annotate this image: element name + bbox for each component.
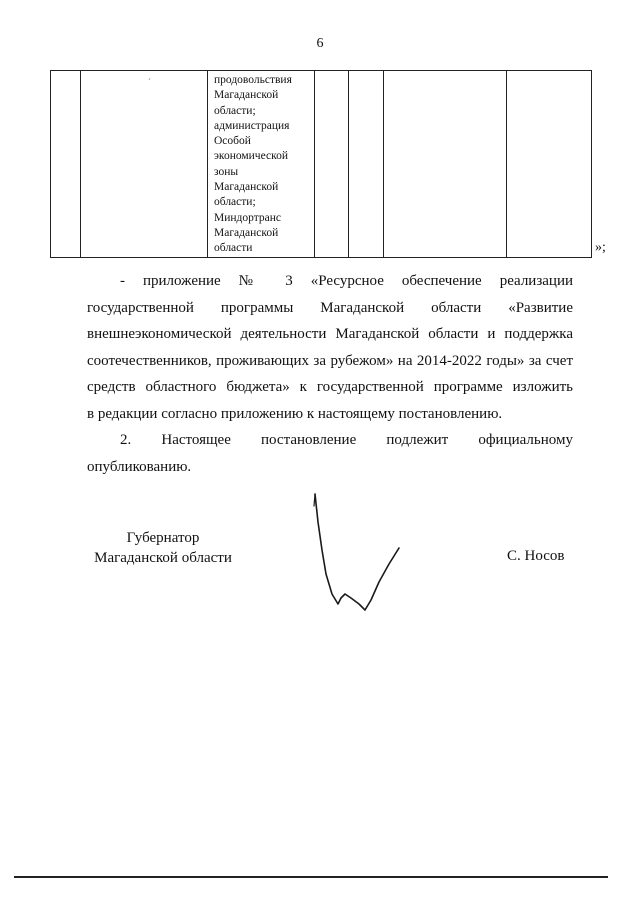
table-cell-executors xyxy=(208,71,315,258)
continuation-table xyxy=(50,70,592,258)
paragraph-line: 2. Настоящее постановление подлежит официальному xyxy=(120,432,573,448)
cell-line: Особой xyxy=(214,135,251,148)
signer-title-line: Губернатор xyxy=(126,530,200,546)
table-cell xyxy=(315,71,349,258)
cell-line: Магаданской xyxy=(214,181,279,194)
table-cell xyxy=(51,71,81,258)
cell-line: администрация xyxy=(214,119,290,132)
cell-line: области; xyxy=(214,104,256,117)
bottom-rule xyxy=(14,876,608,878)
cell-line: зоны xyxy=(214,165,239,178)
table-cell xyxy=(384,71,507,258)
cell-line: экономической xyxy=(214,150,288,163)
page-number: 6 xyxy=(316,36,324,51)
paragraph-line: в редакции согласно приложению к настоящему постановлению. xyxy=(87,405,503,422)
paragraph-line: - приложение № 3 «Ресурсное обеспечение реализации xyxy=(120,273,573,289)
signer-title xyxy=(88,528,238,568)
cell-line: области xyxy=(214,242,253,255)
table-cell xyxy=(349,71,384,258)
closing-quote-mark: »; xyxy=(595,240,606,255)
paragraph-line: средств областного бюджета» к государственной программе изложить xyxy=(87,379,573,396)
cell-line: Магаданской xyxy=(214,89,279,102)
signer-name: С. Носов xyxy=(507,548,565,564)
appendix-item-paragraph xyxy=(87,268,573,428)
cell-line: Магаданской xyxy=(214,226,279,239)
paragraph-line: государственной программы Магаданской области «Развитие xyxy=(87,299,573,316)
cell-line: продовольствия xyxy=(214,74,292,86)
stray-mark: ˊ xyxy=(148,77,151,87)
cell-line: области; xyxy=(214,196,256,209)
paragraph-line: соотечественников, проживающих за рубежом» на 2014-2022 годы» за счет xyxy=(87,352,573,369)
handwritten-signature xyxy=(305,490,415,620)
paragraph-line: опубликованию. xyxy=(87,458,192,475)
signer-title-line: Магаданской области xyxy=(94,550,232,566)
table-cell xyxy=(507,71,592,258)
table-cell xyxy=(81,71,208,258)
cell-line: Миндортранс xyxy=(214,211,282,224)
paragraph-line: внешнеэкономической деятельности Магаданской области и поддержка xyxy=(87,326,573,343)
publication-clause-paragraph xyxy=(87,427,573,480)
executors-text xyxy=(208,71,314,257)
table-row xyxy=(51,71,592,258)
